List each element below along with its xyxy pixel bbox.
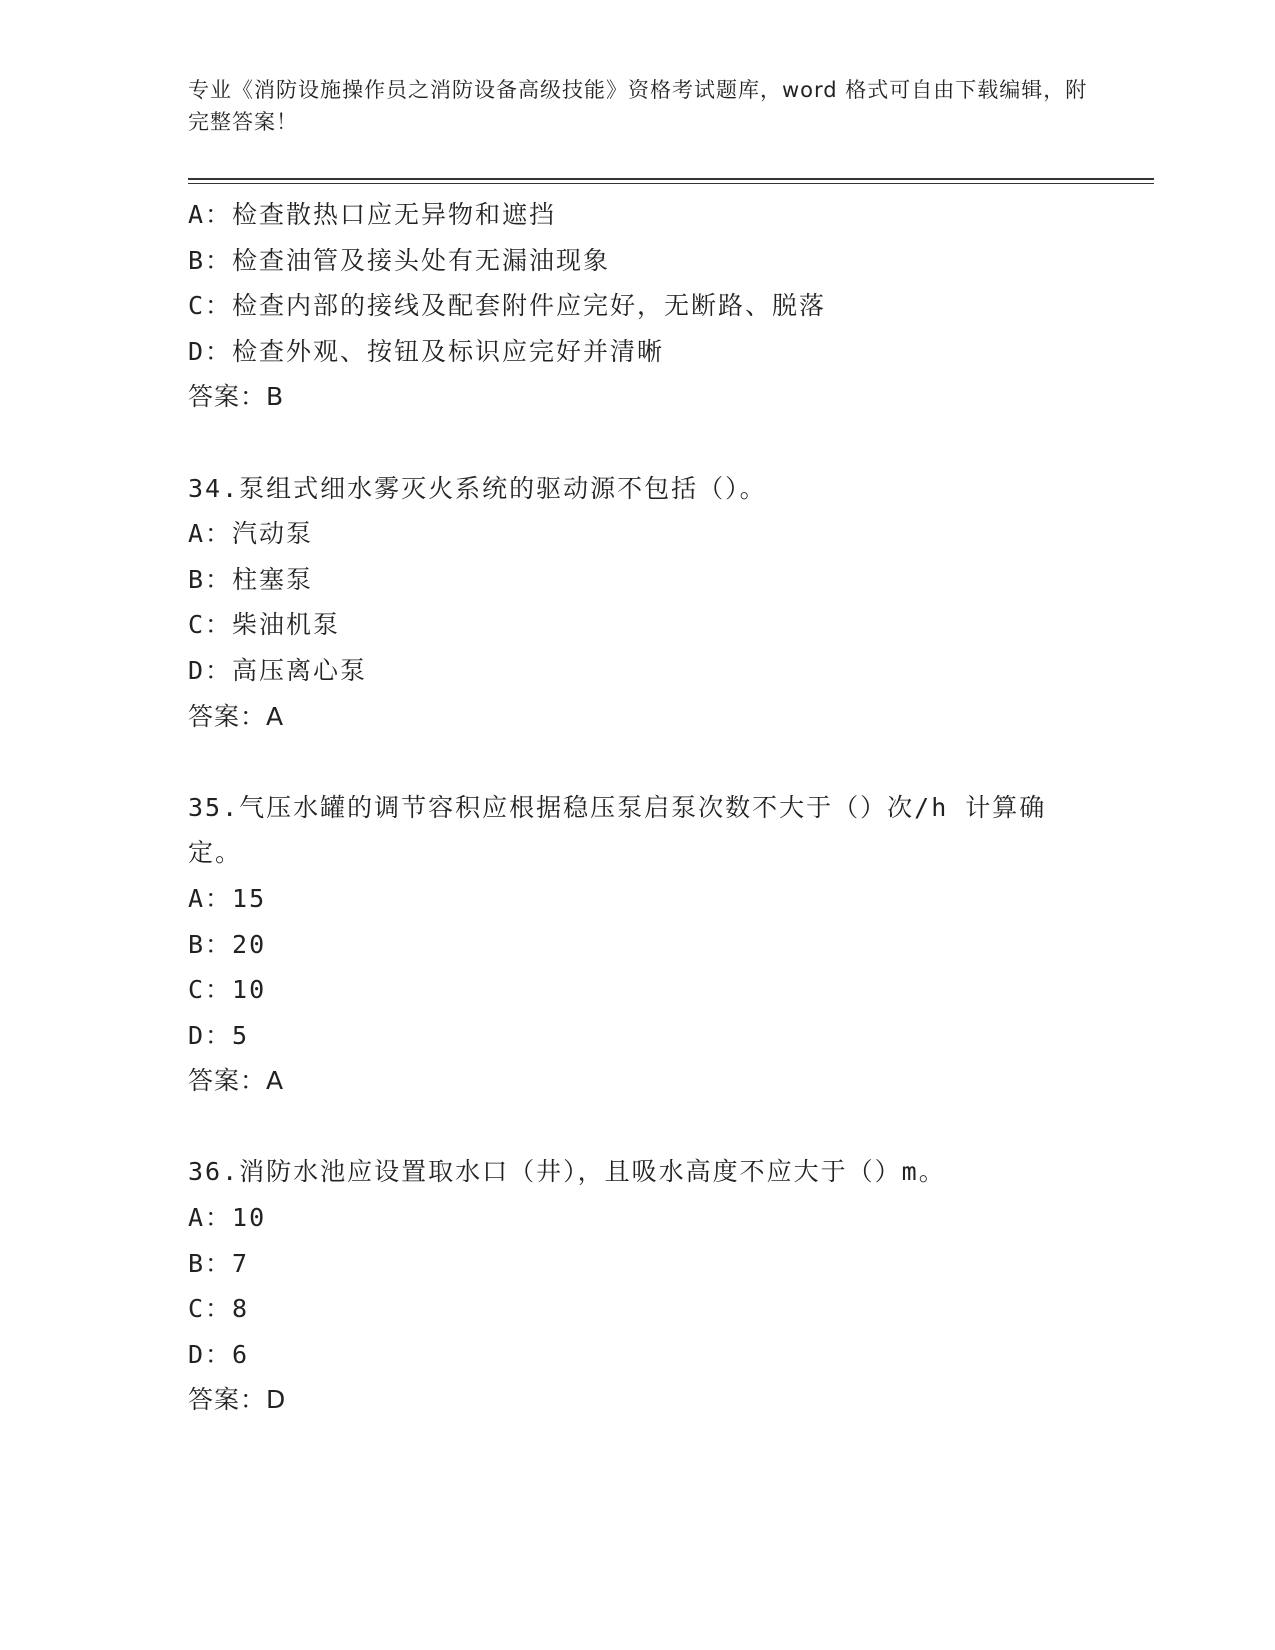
option-c: C：检查内部的接线及配套附件应完好，无断路、脱落 [188,291,827,321]
answer-line: 答案：D [188,1385,287,1415]
spacer [188,1104,1108,1150]
spacer [188,420,1108,466]
header-rule-thin [188,183,1154,184]
option-b: B：检查油管及接头处有无漏油现象 [188,245,611,275]
option-d: D：5 [188,1020,250,1050]
answer-line: 答案：A [188,701,285,731]
question-block [188,1149,1108,1423]
question-stem: 36.消防水池应设置取水口（井），且吸水高度不应大于（）m。 [188,1157,946,1187]
option-c: C：柴油机泵 [188,610,341,640]
option-b: B：20 [188,929,267,959]
question-block [188,785,1108,1104]
option-d: D：高压离心泵 [188,655,368,685]
question-stem: 34.泵组式细水雾灭火系统的驱动源不包括（）。 [188,473,767,503]
header-rule-thick [188,178,1154,180]
spacer [188,739,1108,785]
document-header: 专业《消防设施操作员之消防设备高级技能》资格考试题库，word 格式可自由下载编辑，附完整答案！ [188,78,1088,134]
question-block [188,466,1108,740]
option-b: B：柱塞泵 [188,564,314,594]
option-a: A：10 [188,1203,267,1233]
question-stem: 35.气压水罐的调节容积应根据稳压泵启泵次数不大于（）次/h 计算确定。 [188,792,1047,868]
answer-line: 答案：B [188,382,285,412]
option-c: C：10 [188,975,267,1005]
prev-question-options [188,192,1108,420]
answer-line: 答案：A [188,1066,285,1096]
option-c: C：8 [188,1294,250,1324]
option-a: A：汽动泵 [188,519,314,549]
question-content [188,192,1108,1423]
option-a: A：15 [188,883,267,913]
option-b: B：7 [188,1248,250,1278]
option-a: A：检查散热口应无异物和遮挡 [188,200,557,229]
option-d: D：6 [188,1339,250,1369]
option-d: D：检查外观、按钮及标识应完好并清晰 [188,336,665,366]
